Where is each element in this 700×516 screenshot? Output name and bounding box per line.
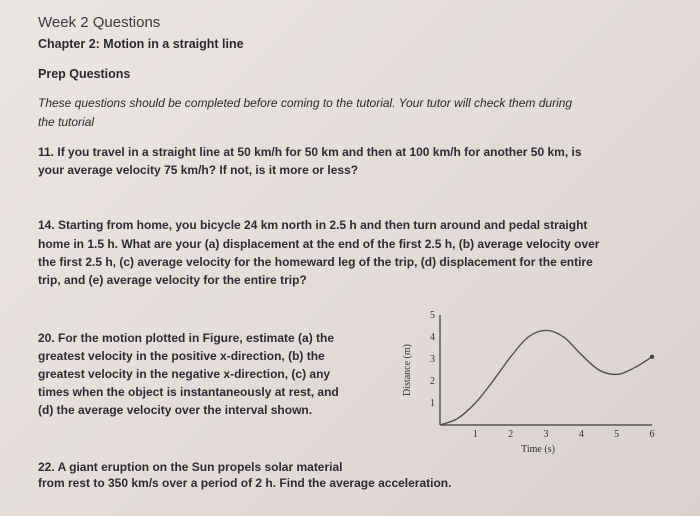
x-tick-label: 6 [649, 429, 655, 440]
question-14-line-3: the first 2.5 h, (c) average velocity for the homeward leg of the trip, (d) displacement for the entire [38, 255, 593, 269]
section-heading: Prep Questions [38, 67, 131, 81]
question-22-line-2: from rest to 350 km/s over a period of 2 h. Find the average acceleration. [38, 476, 452, 490]
question-20-line-5: (d) the average velocity over the interval shown. [38, 403, 313, 417]
y-tick-label: 5 [430, 310, 435, 321]
question-20-line-1: 20. For the motion plotted in Figure, estimate (a) the [38, 331, 335, 345]
question-22-line-1: 22. A giant eruption on the Sun propels solar material [38, 460, 343, 474]
question-14-line-1: 14. Starting from home, you bicycle 24 km north in 2.5 h and then turn around and pedal straight [38, 218, 588, 232]
series-end-point [650, 355, 654, 359]
page-title: Week 2 Questions [38, 14, 161, 31]
x-tick-label: 4 [578, 429, 584, 440]
question-14-line-4: trip, and (e) average velocity for the entire trip? [38, 273, 307, 287]
question-11-line-2: your average velocity 75 km/h? If not, is it more or less? [38, 163, 359, 177]
y-axis-title: Distance (m) [402, 344, 413, 396]
x-tick-label: 5 [614, 429, 620, 440]
x-axis-title: Time (s) [521, 444, 555, 455]
y-tick-label: 3 [430, 354, 435, 365]
question-20-line-2: greatest velocity in the positive x-direction, (b) the [38, 349, 325, 363]
y-tick-label: 4 [430, 332, 435, 343]
chapter-title: Chapter 2: Motion in a straight line [38, 37, 244, 51]
instructions-line-2: the tutorial [38, 115, 95, 129]
instructions-line-1: These questions should be completed before coming to the tutorial. Your tutor will check them during [38, 96, 573, 110]
distance-series-line [440, 330, 652, 425]
distance-time-chart [400, 300, 700, 465]
question-14-line-2: home in 1.5 h. What are your (a) displacement at the end of the first 2.5 h, (b) average velocity over [38, 237, 600, 251]
question-20-line-4: times when the object is instantaneously at rest, and [38, 385, 339, 399]
x-tick-label: 1 [472, 429, 478, 440]
y-tick-label: 1 [430, 398, 435, 409]
y-tick-label: 2 [430, 376, 435, 387]
chart-axes [440, 315, 652, 425]
question-20-line-3: greatest velocity in the negative x-direction, (c) any [38, 367, 331, 381]
x-tick-label: 3 [543, 429, 549, 440]
question-11-line-1: 11. If you travel in a straight line at 50 km/h for 50 km and then at 100 km/h for another 50 km, is [38, 145, 582, 159]
x-tick-labels [473, 429, 655, 440]
x-tick-label: 2 [508, 429, 514, 440]
y-tick-labels [430, 310, 435, 409]
